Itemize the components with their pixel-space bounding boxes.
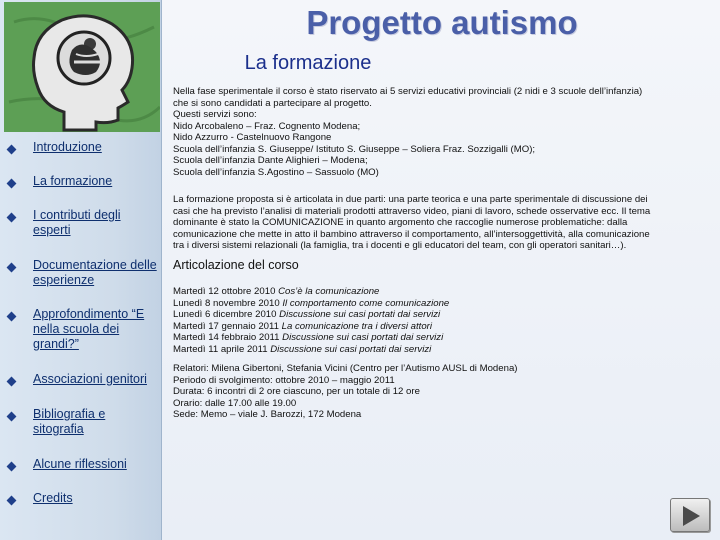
head-profile-with-figure-icon [4, 2, 160, 132]
session-date: Lunedì 6 dicembre 2010 [173, 309, 280, 320]
sidebar [0, 0, 162, 540]
text-line: Durata: 6 incontri di 2 ore ciascuno, per un totale di 12 ore [173, 386, 420, 397]
sidebar-item-label[interactable]: I contributi degli esperti [33, 208, 121, 237]
text-line: Periodo di svolgimento: ottobre 2010 – maggio 2011 [173, 374, 395, 386]
text-line: Scuola dell’infanzia Dante Alighieri – Modena; [173, 155, 368, 166]
logo [4, 2, 160, 132]
text-line: Nido Azzurro - Castelnuovo Rangone [173, 132, 332, 143]
sidebar-item-label[interactable]: Documentazione delle esperienze [33, 258, 157, 287]
text-line: Questi servizi sono: [173, 109, 257, 120]
text-line: che si sono candidati a partecipare al progetto. [173, 97, 372, 109]
sessions-list [173, 286, 715, 355]
session-item [173, 332, 715, 344]
text-line: Sede: Memo – viale J. Barozzi, 172 Modena [173, 409, 362, 420]
session-item [173, 309, 715, 321]
diamond-bullet-icon [7, 412, 17, 422]
text-line: comunicazione che mette in atto il bambino attraverso il comportamento, all’intersoggettività, alla comunicazione [173, 228, 650, 240]
text-line: dominante è stato la COMUNICAZIONE in quanto argomento che raccoglie numerose problematiche: dalla [173, 217, 628, 228]
sidebar-item-alcune-riflessioni[interactable] [8, 457, 158, 472]
intro-text [173, 86, 715, 178]
sidebar-item-la-formazione[interactable] [8, 174, 158, 189]
sidebar-item-label[interactable]: Approfondimento “E nella scuola dei grandi?” [33, 307, 145, 351]
diamond-bullet-icon [7, 213, 17, 223]
session-item [173, 321, 715, 333]
session-date: Martedì 17 gennaio 2011 [173, 320, 282, 332]
session-date: Martedì 12 ottobre 2010 [173, 286, 279, 297]
sidebar-item-contributi-esperti[interactable] [8, 208, 158, 238]
session-topic: Discussione sui casi portati dai servizi [279, 309, 441, 320]
session-date: Martedì 14 febbraio 2011 [173, 332, 283, 343]
session-topic: Il comportamento come comunicazione [282, 297, 450, 309]
text-line: Orario: dalle 17.00 alle 19.00 [173, 397, 297, 409]
session-topic: Cos’è la comunicazione [278, 286, 380, 297]
sidebar-item-associazioni-genitori[interactable] [8, 372, 158, 387]
next-button[interactable] [670, 498, 710, 532]
session-item [173, 286, 715, 298]
section-heading: Articolazione del corso [173, 258, 299, 272]
text-line: casi che ha previsto l’analisi di materiali prodotti attraverso video, piani di lavoro, schede osservative ecc. Il tema [173, 205, 651, 217]
diamond-bullet-icon [7, 263, 17, 273]
sidebar-item-introduzione[interactable] [8, 140, 158, 155]
diamond-bullet-icon [7, 179, 17, 189]
diamond-bullet-icon [7, 496, 17, 506]
course-structure-text [173, 194, 715, 252]
course-details-text [173, 363, 715, 421]
text-line: Scuola dell’infanzia S. Giuseppe/ Istituto S. Giuseppe – Soliera Fraz. Sozzigalli (MO); [173, 143, 536, 155]
session-date: Lunedì 8 novembre 2010 [173, 297, 283, 309]
page-title: Progetto autismo [306, 4, 578, 41]
session-topic: Discussione sui casi portati dai servizi [270, 343, 432, 355]
sidebar-item-label[interactable]: Associazioni genitori [33, 372, 147, 386]
sidebar-item-label[interactable]: Introduzione [33, 140, 102, 154]
diamond-bullet-icon [7, 377, 17, 387]
session-topic: La comunicazione tra i diversi attori [281, 320, 433, 332]
text-line: Nella fase sperimentale il corso è stato riservato ai 5 servizi educativi provinciali (2 nidi e 3 scuole dell’infanzia) [173, 86, 643, 97]
text-line: Scuola dell’infanzia S.Agostino – Sassuolo (MO) [173, 166, 379, 178]
text-line: tra i diversi sistemi relazionali (la famiglia, tra i docenti e gli educatori del team, con gli operatori sanitari…). [173, 240, 627, 251]
sidebar-item-label[interactable]: Alcune riflessioni [33, 457, 127, 471]
page-subtitle: La formazione [244, 52, 372, 74]
sidebar-item-documentazione[interactable] [8, 258, 158, 288]
text-line: La formazione proposta si è articolata in due parti: una parte teorica e una parte sperimentale di discussione dei [173, 194, 648, 205]
sidebar-item-label[interactable]: Bibliografia e sitografia [33, 407, 106, 436]
diamond-bullet-icon [7, 312, 17, 322]
text-line: Nido Arcobaleno – Fraz. Cognento Modena; [173, 120, 361, 132]
sidebar-item-label[interactable]: Credits [33, 491, 73, 505]
session-date: Martedì 11 aprile 2011 [173, 343, 271, 355]
sidebar-item-bibliografia[interactable] [8, 407, 158, 437]
diamond-bullet-icon [7, 462, 17, 472]
session-topic: Discussione sui casi portati dai servizi [282, 332, 444, 343]
next-arrow-icon [683, 506, 700, 526]
session-item [173, 344, 715, 356]
sidebar-item-approfondimento[interactable] [8, 307, 158, 352]
sidebar-item-credits[interactable] [8, 491, 158, 506]
diamond-bullet-icon [7, 145, 17, 155]
sidebar-item-label[interactable]: La formazione [33, 174, 113, 188]
text-line: Relatori: Milena Gibertoni, Stefania Vicini (Centro per l’Autismo AUSL di Modena) [173, 363, 518, 374]
session-item [173, 298, 715, 310]
